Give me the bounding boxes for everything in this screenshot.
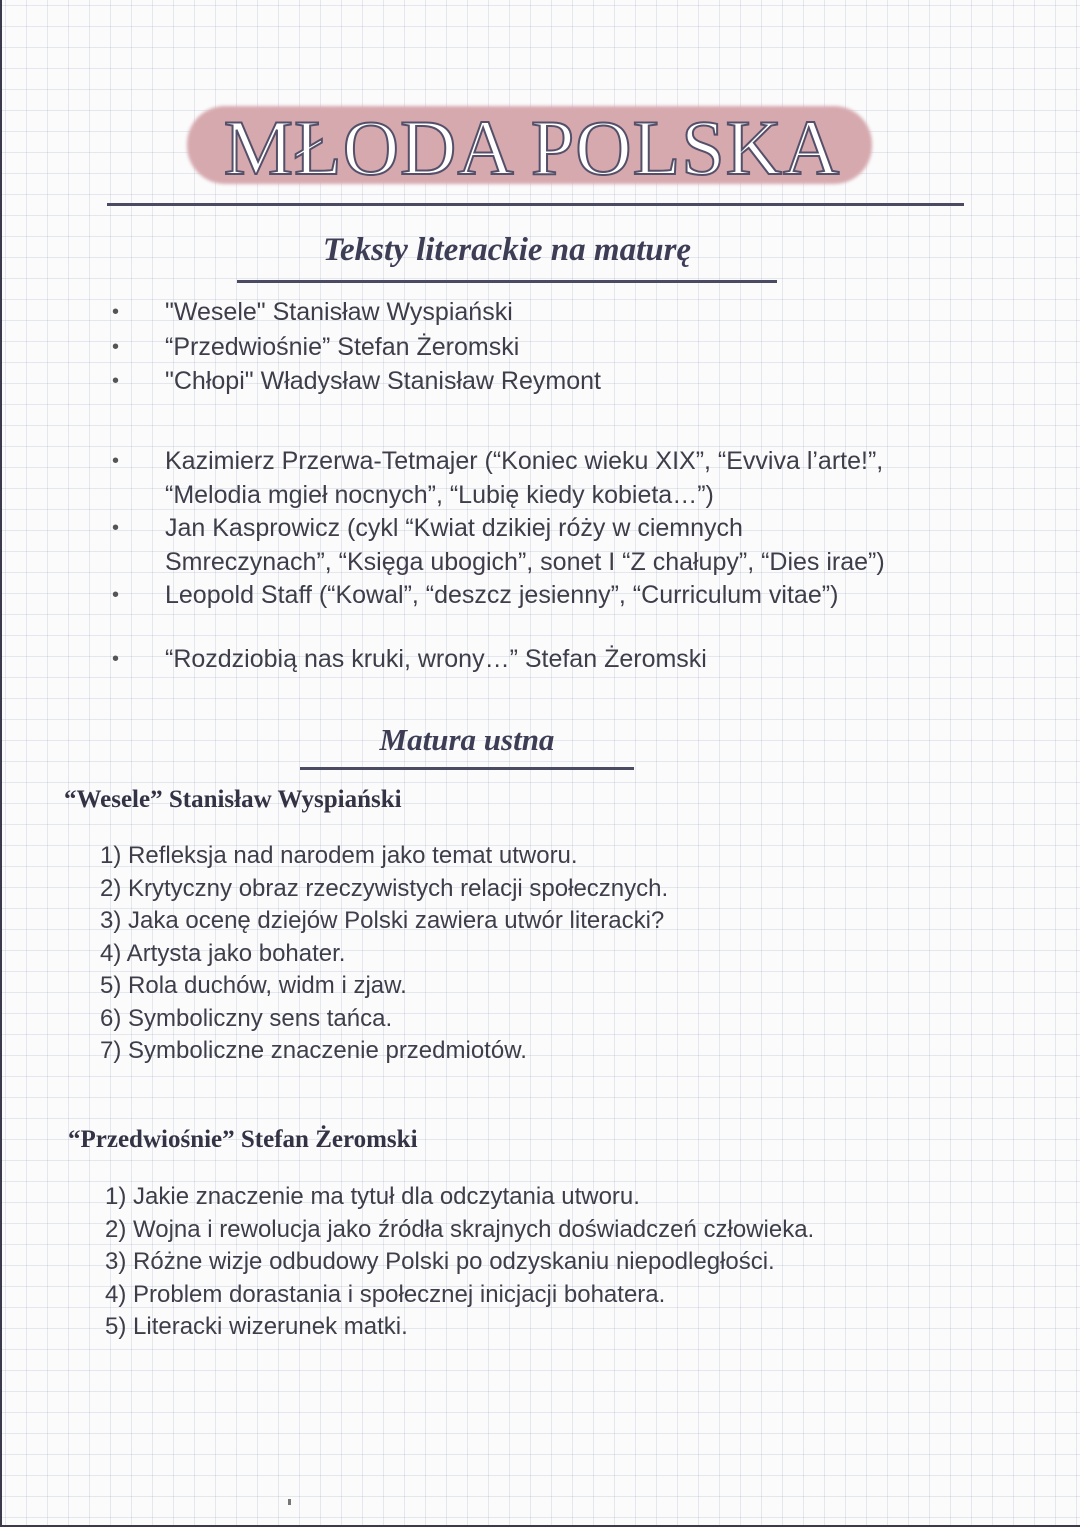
subheading-przedwiosnie: “Przedwiośnie” Stefan Żeromski xyxy=(68,1126,418,1153)
topic-list-item: 4) Artysta jako bohater. xyxy=(100,939,346,967)
topic-list-item: 3) Jaka ocenę dziejów Polski zawiera utwór literacki? xyxy=(100,907,665,934)
reading-list-item-text: Kazimierz Przerwa-Tetmajer (“Koniec wieku XIX”, “Evviva l’arte!”, xyxy=(165,447,884,475)
topic-list-wesele xyxy=(100,840,668,1068)
bullet-icon: • xyxy=(112,517,120,539)
section-heading-oral-exam: Matura ustna xyxy=(379,722,555,757)
topic-list-item: 5) Rola duchów, widm i zjaw. xyxy=(100,972,407,999)
reading-list-item-text: “Rozdziobią nas kruki, wrony…” Stefan Żeromski xyxy=(165,645,707,673)
section-heading-underline xyxy=(237,280,777,283)
reading-list-item-text: “Melodia mgieł nocnych”, “Lubię kiedy kobieta…”) xyxy=(165,481,714,509)
reading-list-item-text: "Chłopi" Władysław Stanisław Reymont xyxy=(165,367,601,395)
bullet-icon: • xyxy=(112,301,120,323)
topic-list-item: 2) Wojna i rewolucja jako źródła skrajnych doświadczeń człowieka. xyxy=(105,1215,815,1243)
bullet-icon: • xyxy=(112,336,120,358)
paper-mark xyxy=(288,1499,291,1505)
title-underline xyxy=(107,203,964,206)
topic-list-item: 7) Symboliczne znaczenie przedmiotów. xyxy=(100,1037,527,1064)
topic-list-przedwiosnie xyxy=(105,1181,814,1344)
bullet-icon: • xyxy=(112,450,120,472)
bullet-icon: • xyxy=(112,648,120,670)
section-heading-texts: Teksty literackie na maturę xyxy=(322,232,692,268)
topic-list-item: 6) Symboliczny sens tańca. xyxy=(100,1004,393,1032)
reading-list-item-text: “Przedwiośnie” Stefan Żeromski xyxy=(165,333,520,361)
topic-list-item: 4) Problem dorastania i społecznej inicjacji bohatera. xyxy=(105,1280,666,1308)
topic-list-item: 2) Krytyczny obraz rzeczywistych relacji społecznych. xyxy=(100,874,669,902)
section-heading-underline xyxy=(300,767,634,770)
reading-list-item-text: "Wesele" Stanisław Wyspiański xyxy=(165,298,513,326)
bullet-icon: • xyxy=(112,584,120,606)
topic-list-item: 1) Refleksja nad narodem jako temat utworu. xyxy=(100,842,578,869)
title-block xyxy=(187,100,877,195)
reading-list-item-text: Smreczynach”, “Księga ubogich”, sonet I “Z chałupy”, “Dies irae”) xyxy=(165,548,885,576)
page-title: MŁODA POLSKA xyxy=(223,104,841,191)
reading-list-item-text: Leopold Staff (“Kowal”, “deszcz jesienny”, “Curriculum vitae”) xyxy=(165,581,839,609)
topic-list-item: 5) Literacki wizerunek matki. xyxy=(105,1313,408,1340)
subheading-wesele: “Wesele” Stanisław Wyspiański xyxy=(64,786,402,813)
reading-list-item-text: Jan Kasprowicz (cykl “Kwiat dzikiej róży w ciemnych xyxy=(165,514,743,542)
topic-list-item: 1) Jakie znaczenie ma tytuł dla odczytania utworu. xyxy=(105,1183,640,1210)
topic-list-item: 3) Różne wizje odbudowy Polski po odzyskaniu niepodległości. xyxy=(105,1248,775,1275)
bullet-icon: • xyxy=(112,370,120,392)
